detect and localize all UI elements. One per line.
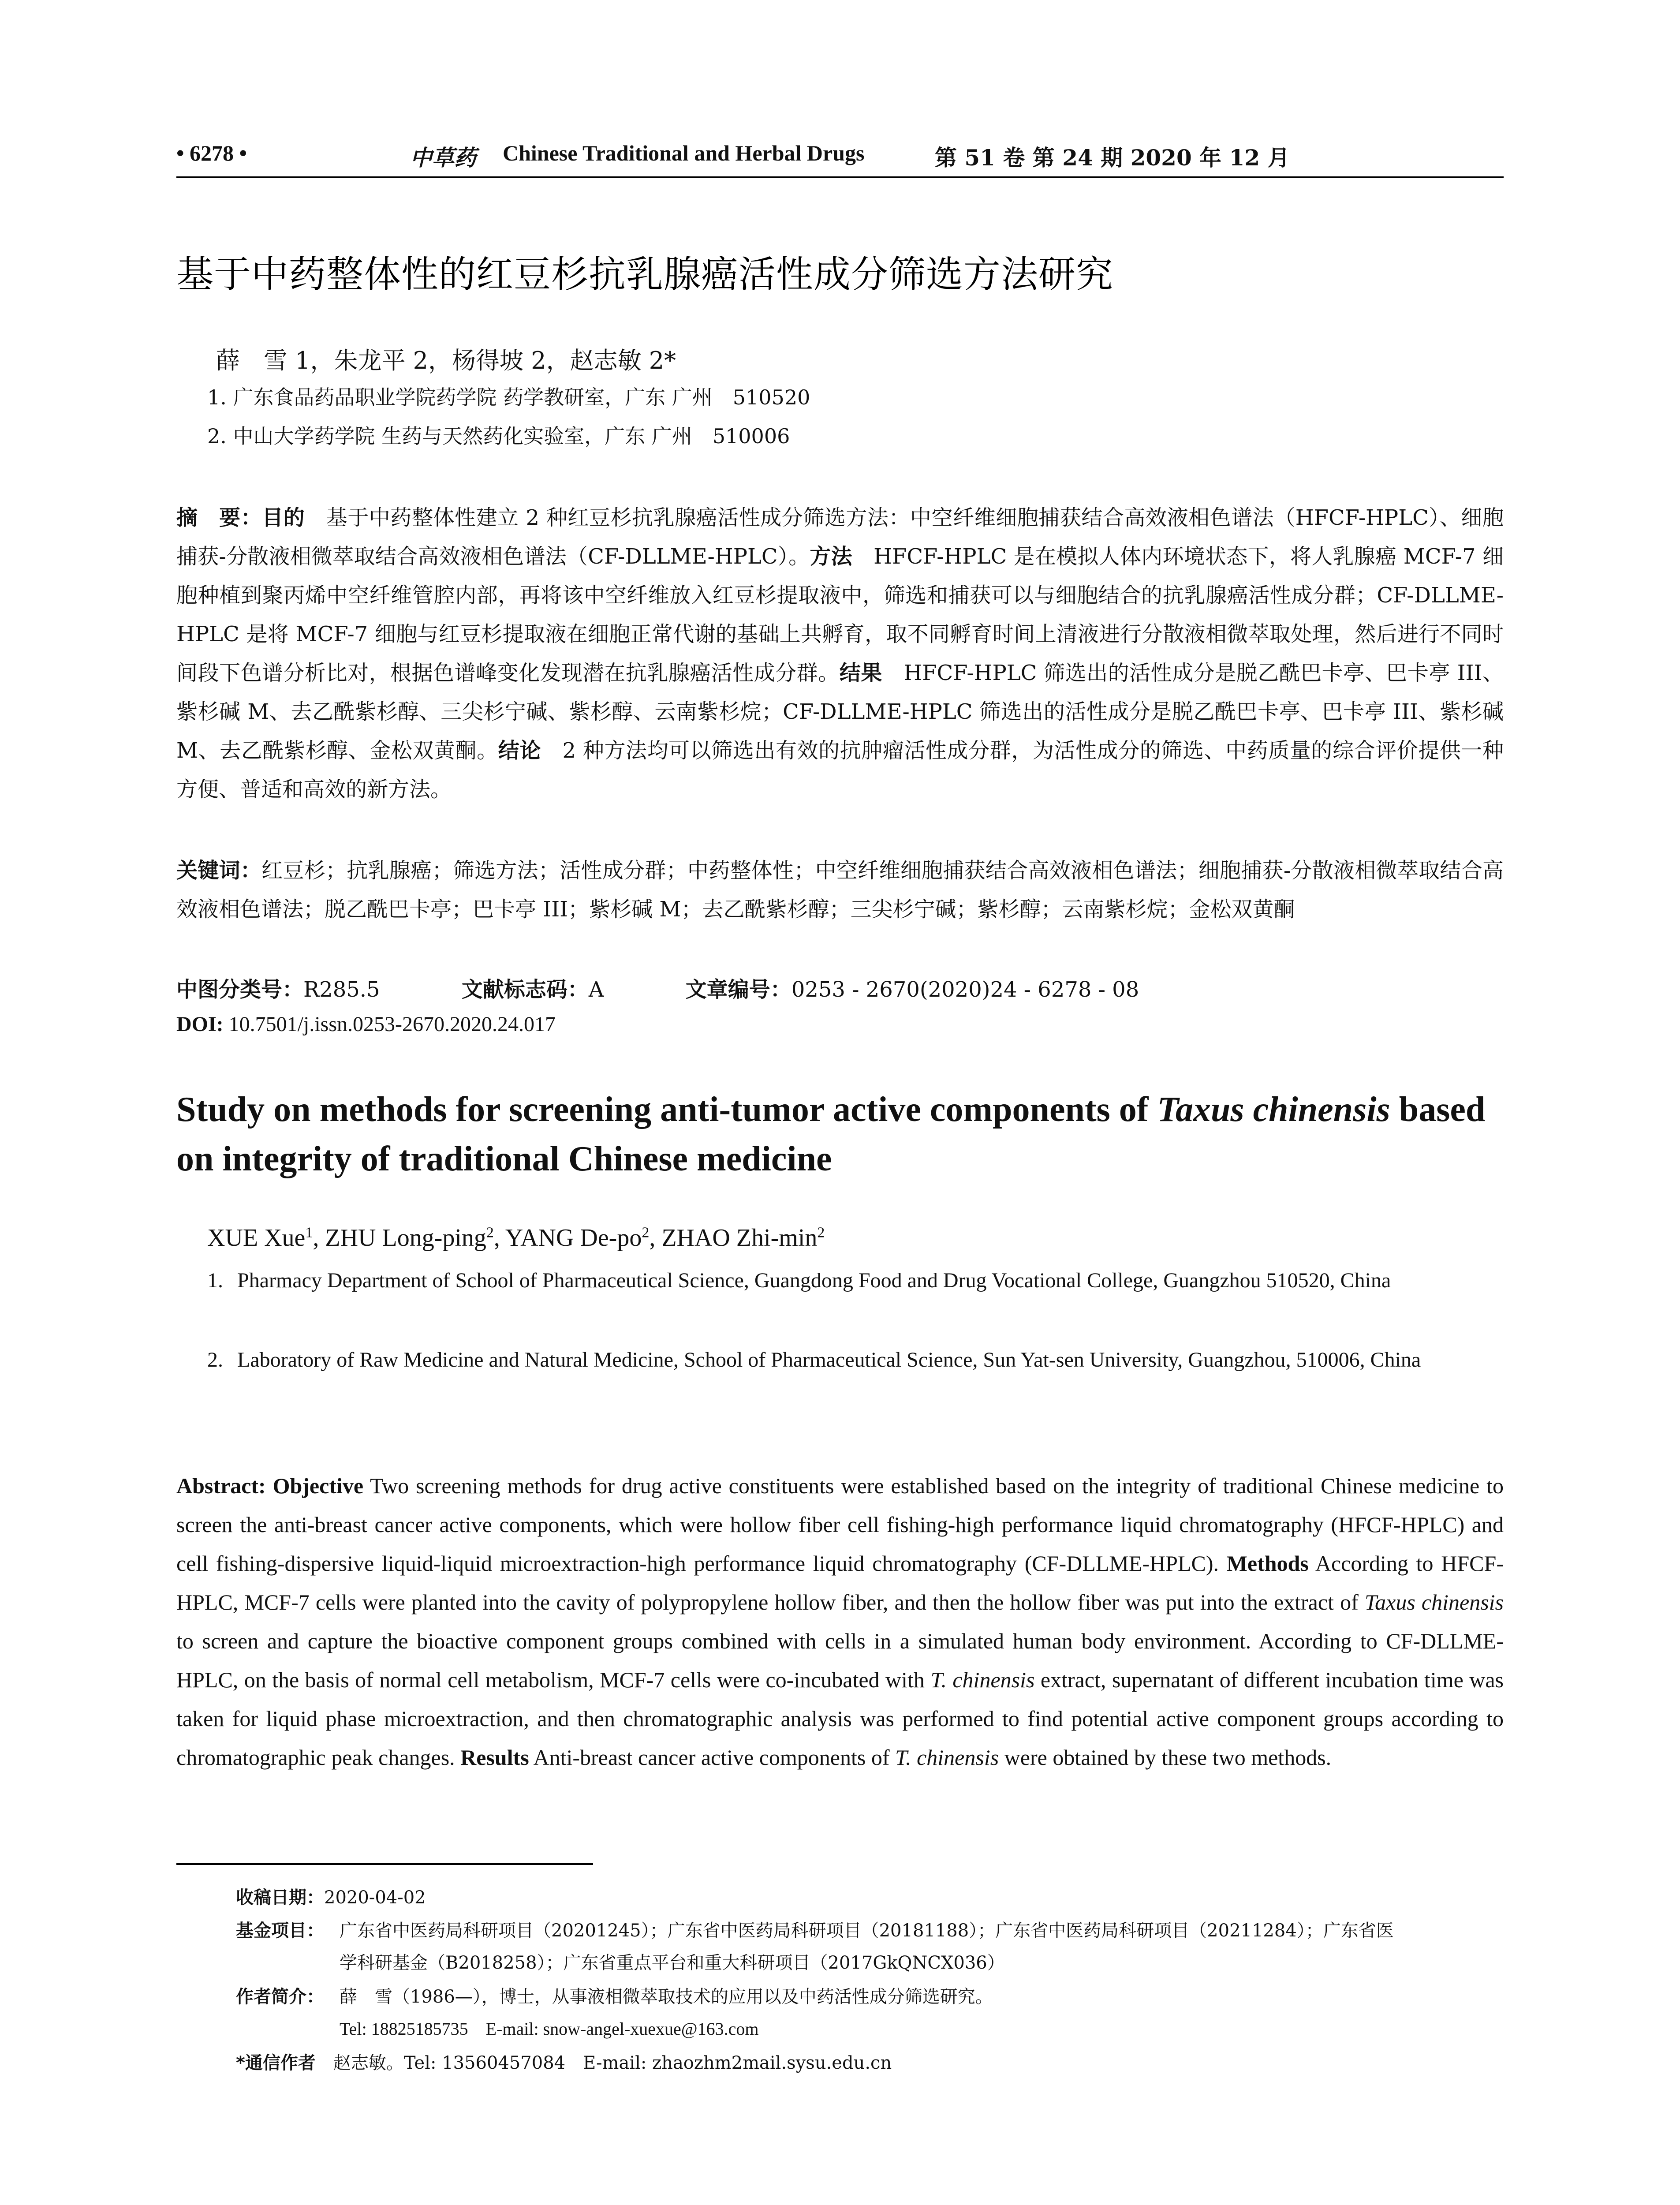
article-no-value: 0253 - 2670(2020)24 - 6278 - 08 bbox=[791, 977, 1139, 1002]
corresponding-label: *通信作者 bbox=[236, 2053, 316, 2073]
author-en-2-sup: 2 bbox=[486, 1224, 494, 1241]
conclusion-label-cn: 结论 bbox=[498, 738, 541, 763]
keywords-text: 红豆杉；抗乳腺癌；筛选方法；活性成分群；中药整体性；中空纤维细胞捕获结合高效液相色谱法；细胞捕获-分散液相微萃取结合高效液相色谱法；脱乙酰巴卡亭；巴卡亭 III；紫杉碱 M；去乙酰紫杉醇；三尖杉宁碱；紫杉醇；云南紫杉烷；金松双黄酮 bbox=[176, 858, 1504, 922]
results-en-species: T. chinensis bbox=[895, 1745, 999, 1770]
author-en-1-sup: 1 bbox=[305, 1224, 313, 1241]
authors-cn: 薛 雪 1，朱龙平 2，杨得坡 2，赵志敏 2* bbox=[216, 347, 676, 374]
page-number: • 6278 • bbox=[176, 141, 247, 165]
results-en-b: were obtained by these two methods. bbox=[999, 1745, 1332, 1770]
objective-label-cn: 目的 bbox=[262, 505, 305, 530]
title-cn: 基于中药整体性的红豆杉抗乳腺癌活性成分筛选方法研究 bbox=[176, 253, 1114, 296]
methods-label-en: Methods bbox=[1226, 1551, 1309, 1576]
fund-label: 基金项目： bbox=[236, 1921, 324, 1941]
affiliation-en-2 bbox=[207, 1341, 1504, 1379]
affiliation-cn-1: 1. 广东食品药品职业学院药学院 药学教研室，广东 广州 510520 bbox=[207, 385, 810, 409]
title-en-species: Taxus chinensis bbox=[1157, 1090, 1390, 1129]
doi-row bbox=[176, 1012, 556, 1036]
doc-code-value: A bbox=[588, 977, 604, 1002]
affiliation-en-2-text: Laboratory of Raw Medicine and Natural Medicine, School of Pharmaceutical Science, Sun Yat-sen University, Guangzhou, 510006, China bbox=[237, 1348, 1421, 1372]
affiliation-cn-2: 2. 中山大学药学院 生药与天然药化实验室，广东 广州 510006 bbox=[207, 424, 790, 448]
objective-cn: 基于中药整体性建立 2 种红豆杉抗乳腺癌活性成分筛选方法：中空纤维细胞捕获结合高效液相色谱法（HFCF-HPLC）、细胞捕获-分散液相微萃取结合高效液相色谱法（CF-DLLME-HPLC）。 bbox=[176, 505, 1504, 569]
classification-row bbox=[176, 972, 1214, 1003]
abstract-en bbox=[176, 1466, 1504, 1777]
objective-en: Two screening methods for drug active constituents were established based on the integrity of traditional Chinese medicine to screen the anti-breast cancer active components, which were hollow fiber cell fishing-high performance liquid chromatography (HFCF-HPLC) and cell fishing-dispersive liquid-liquid microextraction-high performance liquid chromatography (CF-DLLME-HPLC). bbox=[176, 1473, 1504, 1576]
results-label-en: Results bbox=[460, 1745, 529, 1770]
corresponding-author bbox=[236, 2048, 892, 2078]
methods-en-species-2: T. chinensis bbox=[930, 1667, 1035, 1692]
received-date bbox=[236, 1883, 426, 1912]
received-label: 收稿日期： bbox=[236, 1887, 324, 1908]
author-en-1: XUE Xue bbox=[207, 1224, 306, 1252]
title-en bbox=[176, 1085, 1504, 1184]
author-en-4: ZHAO Zhi-min bbox=[661, 1224, 818, 1252]
keywords-cn bbox=[176, 851, 1504, 929]
author-en-3-sup: 2 bbox=[642, 1224, 650, 1241]
results-cn: HFCF-HPLC 筛选出的活性成分是脱乙酰巴卡亭、巴卡亭 III、紫杉碱 M、去乙酰紫杉醇、三尖杉宁碱、紫杉醇、云南紫杉烷；CF-DLLME-HPLC 筛选出的活性成分是脱乙酰巴卡亭、巴卡亭 III、紫杉碱 M、去乙酰紫杉醇、金松双黄酮。 bbox=[176, 661, 1504, 763]
conclusion-cn: 2 种方法均可以筛选出有效的抗肿瘤活性成分群，为活性成分的筛选、中药质量的综合评价提供一种方便、普适和高效的新方法。 bbox=[176, 738, 1504, 802]
author-bio-line-2: Tel: 18825185735 E-mail: snow-angel-xuexue@163.com bbox=[340, 2019, 759, 2039]
affiliation-en-2-num: 2. bbox=[207, 1348, 223, 1372]
journal-name-en: Chinese Traditional and Herbal Drugs bbox=[503, 141, 865, 165]
results-label-cn: 结果 bbox=[839, 661, 882, 685]
methods-en-c: extract, supernatant of different incubation time was taken for liquid phase microextraction, and then chromatographic analysis was performed to find potential active component groups according to chromatographic peak changes. bbox=[176, 1667, 1504, 1770]
author-en-2: ZHU Long-ping bbox=[325, 1224, 486, 1252]
author-en-4-sup: 2 bbox=[817, 1224, 825, 1241]
author-bio-line-1: 薛 雪（1986—），博士，从事液相微萃取技术的应用以及中药活性成分筛选研究。 bbox=[340, 1987, 993, 2007]
title-en-part2: based on integrity of traditional Chinese medicine bbox=[176, 1090, 1486, 1178]
abstract-cn-label: 摘 要： bbox=[176, 505, 262, 530]
clc-value: R285.5 bbox=[303, 977, 380, 1002]
affiliation-en-1-text: Pharmacy Department of School of Pharmaceutical Science, Guangdong Food and Drug Vocational College, Guangzhou 510520, China bbox=[237, 1269, 1391, 1292]
title-en-part1: Study on methods for screening anti-tumor active components of bbox=[176, 1090, 1157, 1129]
doi-label: DOI: bbox=[176, 1013, 224, 1036]
author-en-3: YANG De-po bbox=[505, 1224, 642, 1252]
methods-cn: HFCF-HPLC 是在模拟人体内环境状态下，将人乳腺癌 MCF-7 细胞种植到聚丙烯中空纤维管腔内部，再将该中空纤维放入红豆杉提取液中，筛选和捕获可以与细胞结合的抗乳腺癌活性成分群；CF-DLLME-HPLC 是将 MCF-7 细胞与红豆杉提取液在细胞正常代谢的基础上共孵育，取不同孵育时间上清液进行分散液相微萃取处理，然后进行不同时间段下色谱分析比对，根据色谱峰变化发现潜在抗乳腺癌活性成分群。 bbox=[176, 544, 1504, 685]
methods-en-b: to screen and capture the bioactive component groups combined with cells in a simulated human body environment. According to CF-DLLME-HPLC, on the basis of normal cell metabolism, MCF-7 cells were co-incubated with bbox=[176, 1629, 1504, 1692]
abstract-en-label: Abstract: Objective bbox=[176, 1473, 364, 1498]
results-en-a: Anti-breast cancer active components of bbox=[529, 1745, 895, 1770]
header-rule bbox=[176, 176, 1504, 178]
doi-value: 10.7501/j.issn.0253-2670.2020.24.017 bbox=[223, 1013, 556, 1036]
authors-en: XUE Xue$^1$, ZHU Long-ping$^2$, YANG $De-po^2$, ZHAO Zhi-$\min^2$ bbox=[207, 1224, 825, 1252]
abstract-cn bbox=[176, 498, 1504, 809]
received-value: 2020-04-02 bbox=[324, 1887, 426, 1908]
article-no-label: 文章编号： bbox=[685, 977, 791, 1002]
fund-line-1: 广东省中医药局科研项目（20201245）；广东省中医药局科研项目（20181188）；广东省中医药局科研项目（20211284）；广东省医 bbox=[340, 1921, 1394, 1941]
corresponding-value: 赵志敏。Tel: 13560457084 E-mail: zhaozhm2mail.sysu.edu.cn bbox=[315, 2053, 892, 2073]
clc-label: 中图分类号： bbox=[176, 977, 304, 1002]
footnote-rule bbox=[176, 1863, 593, 1865]
journal-issue: 第 51 卷 第 24 期 2020 年 12 月 bbox=[935, 145, 1290, 171]
affiliation-en-1-num: 1. bbox=[207, 1269, 223, 1292]
author-bio-label: 作者简介： bbox=[236, 1987, 324, 2007]
methods-label-cn: 方法 bbox=[810, 544, 852, 569]
methods-en-a: According to HFCF-HPLC, MCF-7 cells were planted into the cavity of polypropylene hollow fiber, and then the hollow fiber was put into the extract of bbox=[176, 1551, 1504, 1615]
doc-code-label: 文献标志码： bbox=[461, 977, 589, 1002]
affiliation-en-1 bbox=[207, 1261, 1504, 1300]
keywords-label: 关键词： bbox=[176, 858, 262, 883]
fund-line-2: 学科研基金（B2018258）；广东省重点平台和重大科研项目（2017GkQNCX036） bbox=[340, 1953, 1005, 1973]
journal-name-cn: 中草药 bbox=[410, 145, 476, 171]
methods-en-species-1: Taxus chinensis bbox=[1364, 1590, 1504, 1615]
